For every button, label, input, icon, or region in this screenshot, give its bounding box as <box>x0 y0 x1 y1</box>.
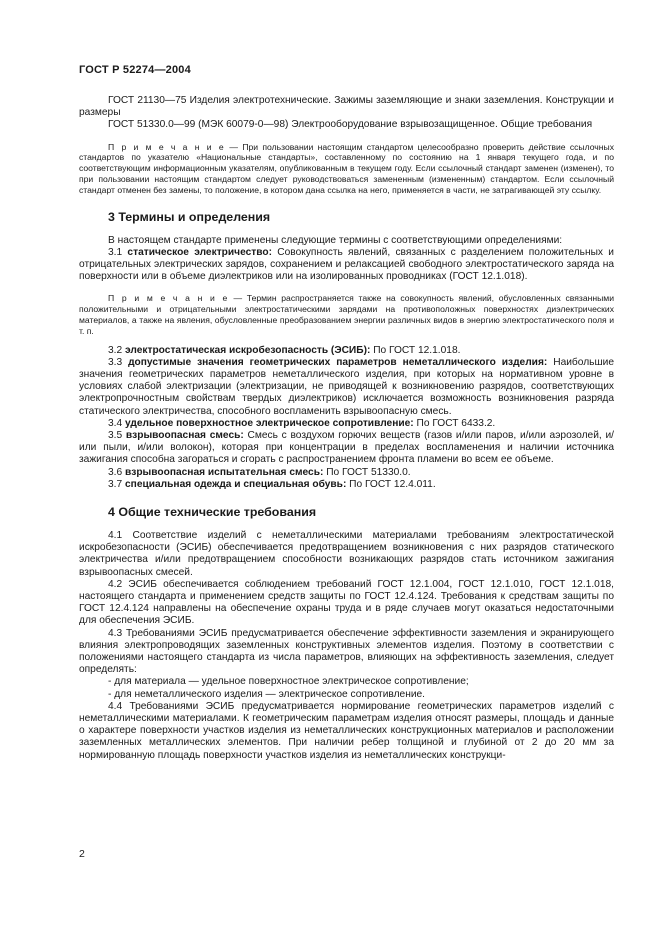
term-3-3-name: допустимые значения геометрических параметров неметаллического изделия: <box>128 356 548 368</box>
term-3-6-name: взрывоопасная испытательная смесь: <box>125 466 324 478</box>
term-3-6: 3.6 взрывоопасная испытательная смесь: По ГОСТ 51330.0. <box>108 466 411 478</box>
term-3-7: 3.7 специальная одежда и специальная обувь: По ГОСТ 12.4.011. <box>108 478 436 490</box>
clause-4-1: 4.1 Соответствие изделий с неметаллическими материалами требованиям электростатической искробезопасности (ЭСИБ) обеспечивается предотвращением возникновения с них разрядов статического электричества и/или предотвращением способности возникающих разрядов стать источником зажигания взрывоопасных смесей. <box>79 530 614 578</box>
note-text: — При пользовании настоящим стандартом целесообразно проверить действие ссылочных стандартов по указателю «Национальные стандарты», составленному по состоянию на 1 января текущего года, и по соответствующим информационным указателям, опубликованным в текущем году. Если ссылочный стандарт заменен (изменен), то при пользовании настоящим стандартом следует руководствоваться замененным (измененным) стандартом. Если ссылочный стандарт отменен без замены, то положение, в котором дана ссылка на него, применяется в части, не затрагивающей эту ссылку. <box>79 141 615 195</box>
term-3-2-name: электростатическая искробезопасность (ЭСИБ): <box>125 344 371 356</box>
list-item-material: - для материала — удельное поверхностное электрическое сопротивление; <box>108 676 469 688</box>
term-3-1-name: статическое электричество: <box>127 246 273 258</box>
term-3-7-name: специальная одежда и специальная обувь: <box>125 478 347 490</box>
note-label: П р и м е ч а н и е <box>108 141 226 152</box>
list-item-product: - для неметаллического изделия — электрическое сопротивление. <box>108 688 426 700</box>
note-references <box>79 142 614 196</box>
section-3-heading: 3 Термины и определения <box>108 209 271 224</box>
clause-4-4: 4.4 Требованиями ЭСИБ предусматривается нормирование геометрических параметров изделий с неметаллическими материалами. К геометрическим параметрам изделия относят размеры, площадь и данные о характере поверхности участков изделия из неметаллических конструкционных материалов и расположении заземленных металлических элементов. При наличии ребер толщиной и глубиной от 2 до 20 мм за нормированную площадь поверхности участков изделия из неметаллических конструкци- <box>79 700 614 761</box>
section-4-heading: 4 Общие технические требования <box>108 505 317 520</box>
reference-gost-21130: ГОСТ 21130—75 Изделия электротехнические. Зажимы заземляющие и знаки заземления. Конструкции и размеры <box>79 95 614 119</box>
term-3-4-name: удельное поверхностное электрическое сопротивление: <box>125 417 414 429</box>
term-3-5-name: взрывоопасная смесь: <box>125 430 244 442</box>
reference-gost-51330: ГОСТ 51330.0—99 (МЭК 60079-0—98) Электрооборудование взрывозащищенное. Общие требования <box>108 119 593 131</box>
term-3-3: 3.3 допустимые значения геометрических параметров неметаллического изделия: Наибольшие значения геометрических параметров неметаллического изделия, при которых на нормативном уровне в условиях слабой электризации (электризации, не приводящей к возникновению разрядов, соответствующих электропрочностным свойствам твердых диэлектриков) исключается возможность возникновения разряда статического электричества, способного воспламенить взрывоопасную смесь. <box>79 356 614 417</box>
term-3-5: 3.5 взрывоопасная смесь: Смесь с воздухом горючих веществ (газов и/или паров, и/или аэрозолей, и/или пыли, и/или волокон), которая при концентрации в пределах воспламенения и наличии источника зажигания способна загораться и сгорать с распространением фронта пламени во всем ее объеме. <box>79 430 615 466</box>
note-term-3-1: П р и м е ч а н и е — Термин распространяется также на совокупность явлений, обусловленных связанными положительными и отрицательными электростатическими зарядами на противоположных поверхностях диэлектрических материалов, а также на явления, обусловленные преобразованием энергии различных видов в энергию электростатического поля и т. п. <box>79 293 614 336</box>
page-number: 2 <box>79 848 85 860</box>
clause-4-2: 4.2 ЭСИБ обеспечивается соблюдением требований ГОСТ 12.1.004, ГОСТ 12.1.010, ГОСТ 12.1.018, настоящего стандарта и применением средств защиты по ГОСТ 12.4.124. Требования к средствам защиты по ГОСТ 12.4.124 направлены на обеспечение охраны труда и в ряде случаев могут оказаться недостаточными для обеспечения ЭСИБ. <box>79 578 614 627</box>
term-3-1: 3.1 статическое электричество: Совокупность явлений, связанных с разделением положительных и отрицательных электрических зарядов, сохранением и релаксацией свободного электростатического заряда на поверхности или в объеме диэлектриков или на изолированных проводниках (ГОСТ 12.1.018). <box>79 246 614 283</box>
page-content <box>79 95 614 762</box>
clause-4-3: 4.3 Требованиями ЭСИБ предусматривается обеспечение эффективности заземления и экранирующего влияния электропроводящих заземленных конструктивных элементов изделия. Поэтому в соответствии с положениями настоящего стандарта из числа параметров, влияющих на эффективность заземления, следует определять: <box>79 627 614 676</box>
term-3-4: 3.4 удельное поверхностное электрическое сопротивление: По ГОСТ 6433.2. <box>108 417 496 429</box>
page-header: ГОСТ Р 52274—2004 <box>79 64 191 76</box>
section-3-intro: В настоящем стандарте применены следующие термины с соответствующими определениями: <box>108 234 563 246</box>
term-3-2: 3.2 электростатическая искробезопасность (ЭСИБ): По ГОСТ 12.1.018. <box>108 344 461 356</box>
